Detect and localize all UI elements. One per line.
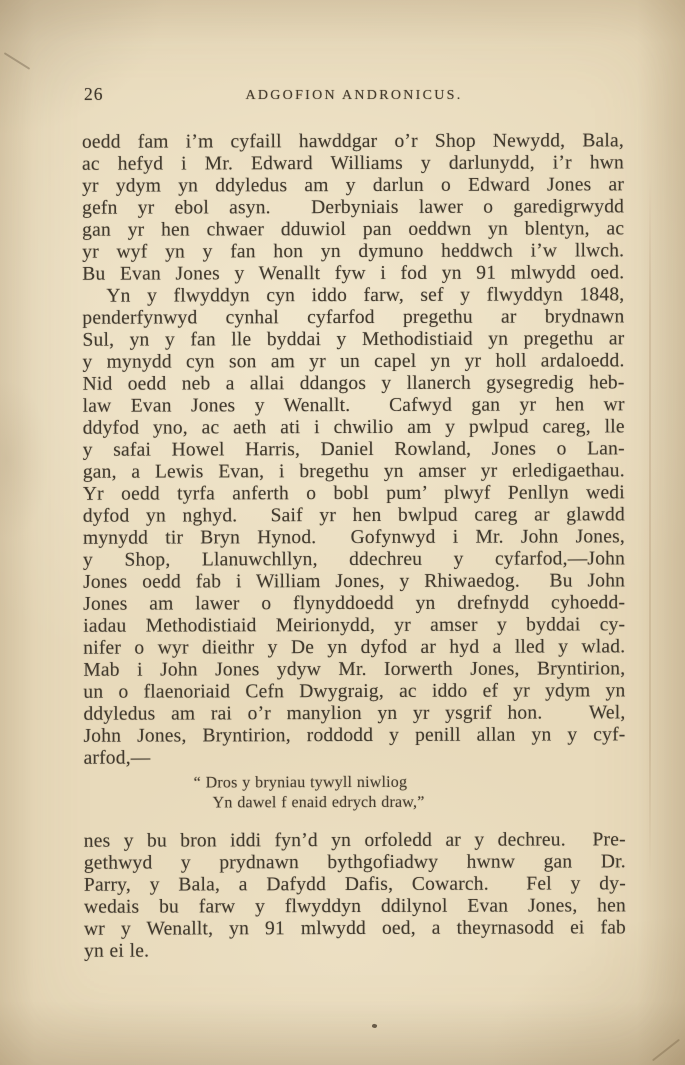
- text-line: Yr oedd tyrfa anferth o bobl pum’ plwyf Penllyn wedi: [82, 482, 625, 505]
- text-line: dyfod yn nghyd. Saif yr hen bwlpud careg ar glawdd: [82, 504, 625, 527]
- text-line: ddyfod yno, ac aeth ati i chwilio am y pwlpud careg, lle: [82, 416, 625, 439]
- text-line: arfod,—: [83, 747, 151, 769]
- verse-line: “ Dros y bryniau tywyll niwliog: [193, 773, 408, 792]
- text-line: iadau Methodistiaid Meirionydd, yr amser y byddai cy-: [83, 614, 626, 637]
- text-line: gan, a Lewis Evan, i bregethu yn amser yr erledigaethau.: [82, 460, 625, 483]
- text-line: wedais bu farw y flwyddyn ddilynol Evan Jones, hen: [83, 895, 626, 918]
- text-line: ddyledus am rai o’r manylion yn yr ysgrif hon. Wel,: [83, 702, 626, 725]
- paper-scratch: [4, 52, 31, 70]
- text-line: ac hefyd i Mr. Edward Williams y darlunydd, i’r hwn: [81, 152, 625, 175]
- body-text: [82, 130, 626, 962]
- text-line: wr y Wenallt, yn 91 mlwydd oed, a theyrnasodd ei fab: [83, 917, 627, 940]
- text-line: yn ei le.: [84, 940, 150, 962]
- text-line: yr ydym yn ddyledus am y darlun o Edward Jones ar: [82, 174, 625, 197]
- text-line: mynydd tir Bryn Hynod. Gofynwyd i Mr. John Jones,: [82, 526, 626, 549]
- text-line: nes y bu bron iddi fyn’d yn orfoledd ar y dechreu. Pre-: [83, 829, 626, 852]
- text-line: y mynydd cyn son am yr un capel yn yr holl ardaloedd.: [82, 350, 625, 373]
- text-line: Jones am lawer o flynyddoedd yn drefnydd cyhoedd-: [83, 592, 626, 615]
- text-line: John Jones, Bryntirion, roddodd y penill allan yn y cyf-: [83, 724, 626, 747]
- text-line: gethwyd y prydnawn bythgofiadwy hwnw gan Dr.: [83, 851, 626, 874]
- text-line: y safai Howel Harris, Daniel Rowland, Jones o Lan-: [82, 438, 625, 461]
- text-line: law Evan Jones y Wenallt. Cafwyd gan yr hen wr: [82, 394, 625, 417]
- text-line: un o flaenoriaid Cefn Dwygraig, ac iddo ef yr ydym yn: [83, 680, 626, 703]
- text-line: Parry, y Bala, a Dafydd Dafis, Cowarch. Fel y dy-: [83, 873, 626, 896]
- text-line: gefn yr ebol asyn. Derbyniais lawer o garedigrwydd: [82, 196, 625, 219]
- text-line: Jones oedd fab i William Jones, y Rhiwaedog. Bu John: [83, 570, 626, 593]
- paper-stain: [0, 380, 50, 540]
- paragraph: [82, 284, 625, 769]
- text-line: y Shop, Llanuwchllyn, ddechreu y cyfarfod,—John: [83, 548, 626, 571]
- text-line: penderfynwyd cynhal cyfarfod pregethu ar brydnawn: [82, 306, 625, 329]
- paragraph: [84, 829, 626, 962]
- text-line: gan yr hen chwaer dduwiol pan oeddwn yn blentyn, ac: [82, 218, 625, 241]
- verse-quote: [194, 772, 626, 813]
- text-line: Yn y flwyddyn cyn iddo farw, sef y flwyddyn 1848,: [106, 284, 625, 307]
- text-line: oedd fam i’m cyfaill hawddgar o’r Shop Newydd, Bala,: [81, 130, 624, 153]
- ink-speck: [371, 1023, 377, 1028]
- text-line: nifer o wyr dieithr y De yn dyfod ar hyd a lled y wlad.: [83, 636, 626, 659]
- paper-scratch: [652, 1039, 680, 1062]
- text-line: Nid oedd neb a allai ddangos y llanerch gysegredig heb-: [82, 372, 625, 395]
- text-line: Sul, yn y fan lle byddai y Methodistiaid yn pregethu ar: [82, 328, 625, 351]
- text-line: Mab i John Jones ydyw Mr. Iorwerth Jones, Bryntirion,: [83, 658, 626, 681]
- page-header: [83, 84, 625, 108]
- verse-line: Yn dawel f enaid edrych draw,”: [212, 793, 425, 812]
- running-header: ADGOFION ANDRONICUS.: [245, 88, 463, 103]
- text-line: yr wyf yn y fan hon yn dymuno heddwch i’w llwch.: [82, 240, 625, 263]
- page-fold-mark: [649, 180, 651, 880]
- paragraph: [82, 130, 624, 285]
- page-number: 26: [84, 84, 104, 104]
- text-line: Bu Evan Jones y Wenallt fyw i fod yn 91 mlwydd oed.: [82, 262, 625, 285]
